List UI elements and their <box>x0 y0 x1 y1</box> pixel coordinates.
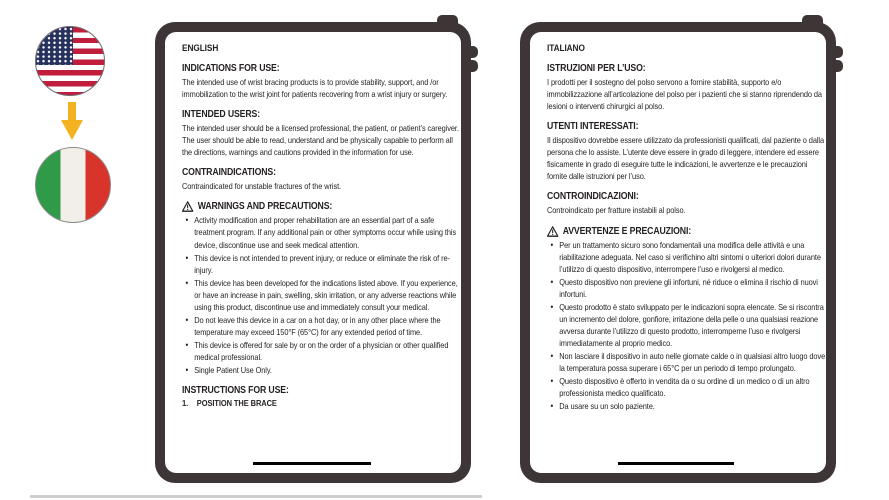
section-heading: CONTRAINDICATIONS: <box>182 167 276 179</box>
section-paragraph: Il dispositivo dovrebbe essere utilizzato da professionisti qualificati, dal paziente o dalla persona che lo assiste. L’utente deve essere in grado di leggere, intendere ed essere fisicamente in grado di eseguire tutte le indicazioni, le avvertenze e le precauzioni fornite dalle istruzioni per l’uso. <box>547 135 825 182</box>
bullet-item: • This device is offered for sale by or on the order of a physician or other qualified medical professional. <box>194 339 461 363</box>
section-paragraph: Controindicato per fratture instabili al polso. <box>547 205 686 216</box>
warnings-list <box>547 239 826 413</box>
section-heading: AVVERTENZE E PRECAUZIONI: <box>562 225 692 237</box>
page-side-tab <box>829 60 843 72</box>
bullet-item: • Questo dispositivo non previene gli infortuni, né riduce o elimina il rischio di nuovi infortuni. <box>559 276 826 300</box>
down-arrow-icon <box>60 102 84 142</box>
warnings-list <box>182 214 461 376</box>
page-body <box>530 32 826 473</box>
section-heading: CONTROINDICAZIONI: <box>547 191 639 203</box>
page-top-tab <box>802 15 823 29</box>
bullet-item: • This device has been developed for the indications listed above. If you experience, or have an increase in pain, swelling, skin irritation, or any adverse reactions while using this product, discontinue use and immediately consult your medical. <box>194 277 461 313</box>
section-warnings <box>547 226 826 413</box>
italy-flag-icon <box>35 147 111 223</box>
bullet-item: • Non lasciare il dispositivo in auto nelle giornate calde o in qualsiasi altro luogo dove la temperatura possa superare i 65°C per un periodo di tempo prolungato. <box>559 350 826 374</box>
instruction-step <box>182 398 461 408</box>
redaction-line <box>618 462 734 465</box>
step-number: 1. <box>182 398 189 409</box>
bullet-item: • Questo prodotto è stato sviluppato per le indicazioni sopra elencate. Se si riscontra un incremento del dolore, gonfiore, irritazione della pelle o una qualsiasi reazione avversa durante l’utilizzo di questo prodotto, interromperne l’uso e rivolgersi immediatamente al proprio medico. <box>559 301 826 349</box>
scan-artifact-line <box>30 495 482 498</box>
page-body <box>165 32 461 473</box>
section-paragraph: The intended user should be a licensed professional, the patient, or patient’s caregiver. The user should be able to read, understand and be physically capable to perform all the directions, warnings and cautions provided in the information for use. <box>182 123 459 158</box>
us-flag-canton <box>36 27 73 65</box>
section-contraindications <box>547 191 826 216</box>
section-heading: WARNINGS AND PRECAUTIONS: <box>197 201 333 213</box>
page-english <box>155 22 471 483</box>
bullet-item: • Questo dispositivo è offerto in vendita da o su ordine di un medico o di un altro professionista medico qualificato. <box>559 375 826 399</box>
language-label: ITALIANO <box>547 43 585 54</box>
section-intended-users <box>547 121 826 182</box>
us-flag-icon <box>35 26 105 96</box>
page-side-tab <box>829 46 843 58</box>
bullet-item: • Activity modification and proper rehabilitation are an essential part of a safe treatment program. If any additional pain or other symptoms occur while using this device, discontinue use and seek medical attention. <box>194 214 461 250</box>
page-italian <box>520 22 836 483</box>
section-heading: ISTRUZIONI PER L’USO: <box>547 63 646 74</box>
section-indications <box>547 63 826 112</box>
section-indications <box>182 63 461 100</box>
section-paragraph: The intended use of wrist bracing products is to provide stability, support, and /or immobilization to the wrist joint for patients recovering from a wrist injury or surgery. <box>182 77 448 100</box>
warning-triangle-icon <box>182 201 193 212</box>
bullet-item: • Da usare su un solo paziente. <box>559 400 826 412</box>
bullet-item: • Single Patient Use Only. <box>194 364 461 376</box>
language-label: ENGLISH <box>182 43 219 54</box>
page-side-tab <box>464 46 478 58</box>
section-heading: INTENDED USERS: <box>182 109 260 121</box>
bullet-item: • Per un trattamento sicuro sono fondamentali una modifica delle attività e una riabilitazione adeguata. Nel caso si verifichino altri sintomi o ulteriori dolori durante l’utilizzo di questo dispositivo, interrompere l’uso e rivolgersi al medico. <box>559 239 826 275</box>
step-text: POSITION THE BRACE <box>196 398 277 409</box>
section-intended-users <box>182 109 461 158</box>
section-heading: INSTRUCTIONS FOR USE: <box>182 385 289 397</box>
section-instructions <box>182 385 461 408</box>
warning-triangle-icon <box>547 226 558 237</box>
section-paragraph: I prodotti per il sostegno del polso servono a fornire stabilità, supporto e/o immobilizzazione all’articolazione del polso per i pazienti che si stanno riprendendo da lesioni o interventi chirurgici al polso. <box>547 77 822 112</box>
section-paragraph: Contraindicated for unstable fractures of the wrist. <box>182 181 342 192</box>
redaction-line <box>253 462 371 465</box>
section-heading: UTENTI INTERESSATI: <box>547 121 639 133</box>
page-side-tab <box>464 60 478 72</box>
page-top-tab <box>437 15 458 29</box>
section-contraindications <box>182 167 461 192</box>
bullet-item: • Do not leave this device in a car on a hot day, or in any other place where the temperature may exceed 150°F (65°C) for any extended period of time. <box>194 314 461 338</box>
bullet-item: • This device is not intended to prevent injury, or reduce or eliminate the risk of re-injury. <box>194 252 461 276</box>
section-warnings <box>182 201 461 376</box>
section-heading: INDICATIONS FOR USE: <box>182 63 280 74</box>
